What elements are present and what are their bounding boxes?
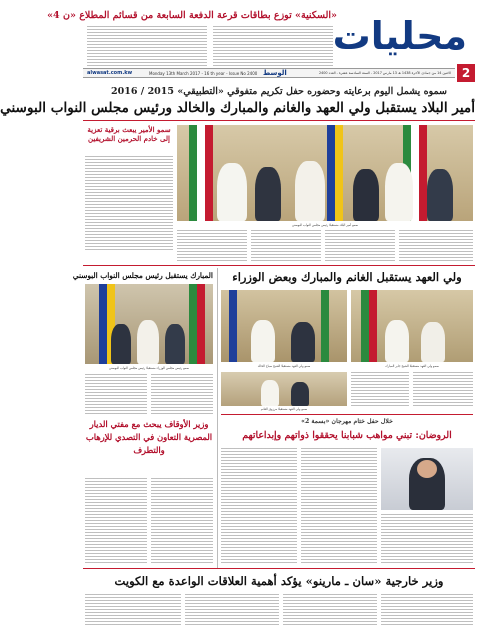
story2-text-1 [413, 372, 473, 406]
column-divider [217, 268, 218, 568]
top-teaser-text-2 [213, 26, 333, 66]
lead-body-1 [177, 230, 247, 262]
story2-caption-3: سمو ولي العهد مستقبلا مرزوق الغانم [260, 407, 308, 411]
lead-rule [83, 120, 475, 121]
page-number: 2 [457, 64, 475, 82]
story2-photo-1 [351, 290, 473, 362]
lead-kicker: سموه يشمل اليوم برعايته وحضوره حفل تكريم متفوقي «التطبيقي» 2015 / 2016 [111, 86, 447, 97]
date-bar [83, 68, 455, 78]
story3-text-1 [381, 514, 473, 564]
lead-body-3 [325, 230, 395, 262]
story2-text-2 [351, 372, 409, 406]
section-title: محليات [332, 14, 467, 58]
left-col-photo [85, 284, 213, 364]
section-rule-2 [221, 414, 473, 415]
story4-text-3 [185, 594, 279, 626]
lead-sub-headline: سمو الأمير يبعث برقية تعزية إلى خادم الحرمين الشريفين [87, 125, 171, 143]
story3-kicker: خلال حفل ختام مهرجان «بسمة 2» [301, 418, 393, 425]
paper-name: الوسط [263, 69, 287, 77]
story3-headline: الروضان: تبني مواهب شبابنا يحققوا ذواتهم وإبداعاتهم [242, 430, 452, 441]
left-col-text-1 [85, 374, 147, 414]
story2-caption-1: سمو ولي العهد مستقبلا الشيخ جابر المبارك [385, 364, 439, 368]
story4-headline: وزير خارجية «سان ـ مارينو» يؤكد أهمية العلاقات الواعدة مع الكويت [114, 574, 444, 588]
date-line: Monday 13th March 2017 - 16 th year - Issue No 2400 [149, 71, 258, 76]
date-line-ar: الاثنين 14 من جمادى الآخرة 1438 هـ 13 مارس 2017 - السنة السادسة عشرة - العدد 2400 [318, 71, 451, 75]
lead-sub-text [85, 156, 173, 252]
story2-photo-3 [221, 372, 347, 406]
section-rule-3 [83, 568, 475, 569]
left-col-headline-2: وزير الأوقاف يبحث مع مفتي الديار المصرية التعاون في التصدي للإرهاب والتطرف [85, 419, 213, 455]
story4-text-1 [381, 594, 473, 626]
top-headline: «السكنية» توزع بطاقات قرعة الدفعة السابعة من قسائم المطلاع «ن 4» [47, 10, 337, 21]
lead-photo [177, 125, 473, 221]
story2-headline: ولي العهد يستقبل الغانم والمبارك وبعض الوزراء [232, 270, 462, 284]
lead-headline: أمير البلاد يستقبل ولي العهد والغانم والمبارك والخالد ورئيس مجلس النواب البوسني [0, 100, 475, 116]
site-url: alwasat.com.kw [87, 70, 133, 76]
left-col-text-4 [151, 478, 213, 564]
story2-caption-2: سمو ولي العهد مستقبلا الشيخ صباح الخالد [257, 364, 311, 368]
story2-photo-2 [221, 290, 347, 362]
masthead [47, 0, 479, 84]
story4-text-4 [85, 594, 181, 626]
top-teaser-text [87, 26, 207, 66]
story3-photo [381, 448, 473, 510]
lead-body-2 [251, 230, 321, 262]
lead-photo-caption: سمو أمير البلاد مستقبلا رئيس مجلس النواب البوسني [291, 223, 358, 227]
lead-body-4 [399, 230, 473, 262]
story4-text-2 [283, 594, 377, 626]
left-col-caption: سمو رئيس مجلس الوزراء مستقبلا رئيس مجلس النواب البوسني [109, 366, 189, 370]
story3-text-2 [301, 448, 377, 564]
section-rule-1 [83, 265, 475, 266]
left-col-headline: المبارك يستقبل رئيس مجلس النواب البوسني [72, 271, 213, 280]
left-col-text-2 [151, 374, 213, 414]
left-col-text-3 [85, 478, 147, 564]
story3-text-3 [221, 448, 297, 564]
